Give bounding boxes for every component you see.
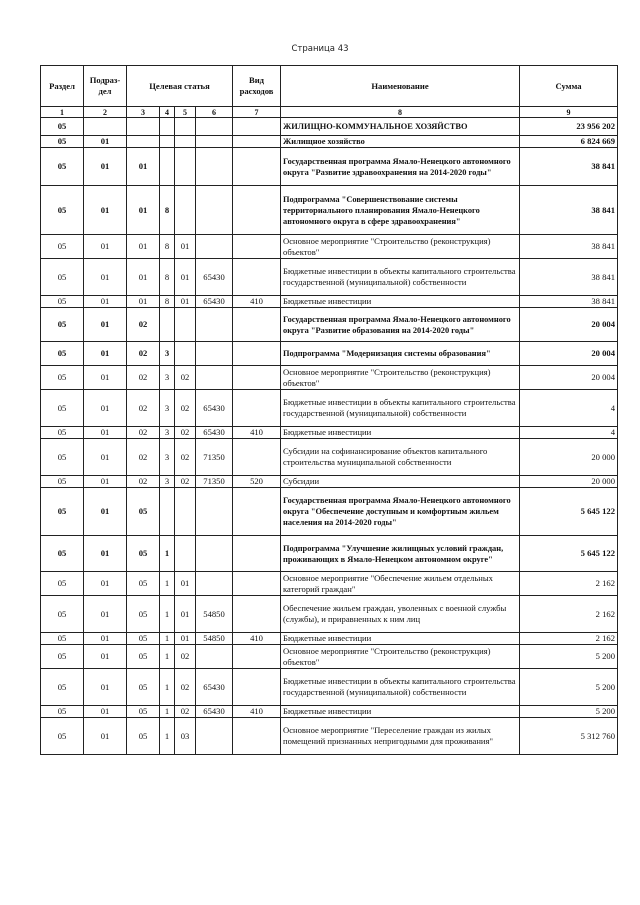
direction-cell (196, 308, 233, 342)
name-cell: Бюджетные инвестиции (281, 296, 520, 308)
program-cell: 02 (127, 439, 160, 476)
table-row (41, 148, 618, 186)
subprogram-cell: 3 (160, 342, 175, 366)
table-row (41, 186, 618, 235)
sum-cell: 38 841 (520, 186, 618, 235)
header-vid: Вид расходов (233, 66, 281, 107)
subprogram-cell: 3 (160, 476, 175, 488)
program-cell: 01 (127, 148, 160, 186)
table-row (41, 308, 618, 342)
event-cell: 02 (175, 366, 196, 390)
expense-type-cell (233, 308, 281, 342)
program-cell (127, 136, 160, 148)
subprogram-cell: 8 (160, 235, 175, 259)
razdel-cell: 05 (41, 235, 84, 259)
col-number: 9 (520, 107, 618, 118)
header-summa: Сумма (520, 66, 618, 107)
sum-cell: 38 841 (520, 259, 618, 296)
sum-cell: 5 200 (520, 645, 618, 669)
sum-cell: 2 162 (520, 572, 618, 596)
razdel-cell: 05 (41, 296, 84, 308)
direction-cell: 71350 (196, 476, 233, 488)
program-cell: 02 (127, 476, 160, 488)
expense-type-cell (233, 596, 281, 633)
program-cell (127, 118, 160, 136)
subprogram-cell: 1 (160, 645, 175, 669)
name-cell: Бюджетные инвестиции (281, 633, 520, 645)
subprogram-cell (160, 136, 175, 148)
direction-cell: 54850 (196, 596, 233, 633)
column-number-row (41, 107, 618, 118)
name-cell: Государственная программа Ямало-Ненецкого автономного округа "Развитие здравоохранения на 2014-2020 годы" (281, 148, 520, 186)
name-cell: Субсидии (281, 476, 520, 488)
event-cell: 01 (175, 572, 196, 596)
program-cell: 05 (127, 488, 160, 536)
subprogram-cell (160, 308, 175, 342)
header-naim: Наименование (281, 66, 520, 107)
program-cell: 02 (127, 427, 160, 439)
expense-type-cell (233, 148, 281, 186)
podrazdel-cell: 01 (84, 476, 127, 488)
sum-cell: 20 004 (520, 366, 618, 390)
podrazdel-cell: 01 (84, 186, 127, 235)
subprogram-cell: 8 (160, 259, 175, 296)
table-row (41, 633, 618, 645)
direction-cell (196, 366, 233, 390)
direction-cell (196, 572, 233, 596)
sum-cell: 38 841 (520, 296, 618, 308)
header-podrazdel: Подраз- дел (84, 66, 127, 107)
razdel-cell: 05 (41, 342, 84, 366)
podrazdel-cell: 01 (84, 718, 127, 755)
subprogram-cell (160, 118, 175, 136)
direction-cell: 54850 (196, 633, 233, 645)
razdel-cell: 05 (41, 536, 84, 572)
name-cell: Основное мероприятие "Обеспечение жильем отдельных категорий граждан" (281, 572, 520, 596)
sum-cell: 5 645 122 (520, 536, 618, 572)
podrazdel-cell: 01 (84, 572, 127, 596)
name-cell: Государственная программа Ямало-Ненецкого автономного округа "Обеспечение доступным и комфортным жильем населения на 2014-2020 годы" (281, 488, 520, 536)
subprogram-cell: 8 (160, 186, 175, 235)
program-cell: 05 (127, 718, 160, 755)
event-cell: 02 (175, 706, 196, 718)
name-cell: Основное мероприятие "Переселение граждан из жилых помещений признанных непригодными для проживания" (281, 718, 520, 755)
name-cell: Подпрограмма "Совершенствование системы территориального планирования Ямало-Ненецкого автономного округа в сфере здравоохранения" (281, 186, 520, 235)
razdel-cell: 05 (41, 645, 84, 669)
sum-cell: 5 312 760 (520, 718, 618, 755)
razdel-cell: 05 (41, 706, 84, 718)
col-number: 5 (175, 107, 196, 118)
sum-cell: 4 (520, 390, 618, 427)
subprogram-cell: 3 (160, 439, 175, 476)
table-row (41, 259, 618, 296)
sum-cell: 20 000 (520, 476, 618, 488)
expense-type-cell: 410 (233, 296, 281, 308)
podrazdel-cell: 01 (84, 366, 127, 390)
expense-type-cell: 410 (233, 633, 281, 645)
event-cell: 01 (175, 259, 196, 296)
budget-table (40, 65, 618, 755)
table-row (41, 118, 618, 136)
name-cell: Основное мероприятие "Строительство (реконструкция) объектов" (281, 235, 520, 259)
direction-cell (196, 118, 233, 136)
name-cell: Бюджетные инвестиции в объекты капитального строительства государственной (муниципальной) собственности (281, 390, 520, 427)
sum-cell: 6 824 669 (520, 136, 618, 148)
header-tselevaya: Целевая статья (127, 66, 233, 107)
table-row (41, 596, 618, 633)
direction-cell (196, 136, 233, 148)
razdel-cell: 05 (41, 718, 84, 755)
razdel-cell: 05 (41, 118, 84, 136)
program-cell: 02 (127, 342, 160, 366)
expense-type-cell (233, 118, 281, 136)
direction-cell (196, 342, 233, 366)
program-cell: 01 (127, 186, 160, 235)
sum-cell: 4 (520, 427, 618, 439)
event-cell: 01 (175, 633, 196, 645)
program-cell: 05 (127, 596, 160, 633)
razdel-cell: 05 (41, 596, 84, 633)
name-cell: Подпрограмма "Улучшение жилищных условий граждан, проживающих в Ямало-Ненецком автономном округе" (281, 536, 520, 572)
subprogram-cell: 1 (160, 706, 175, 718)
table-row (41, 235, 618, 259)
program-cell: 05 (127, 645, 160, 669)
name-cell: Бюджетные инвестиции в объекты капитального строительства государственной (муниципальной) собственности (281, 669, 520, 706)
razdel-cell: 05 (41, 136, 84, 148)
table-row (41, 706, 618, 718)
subprogram-cell: 1 (160, 718, 175, 755)
table-row (41, 536, 618, 572)
event-cell (175, 148, 196, 186)
razdel-cell: 05 (41, 186, 84, 235)
sum-cell: 20 000 (520, 439, 618, 476)
razdel-cell: 05 (41, 427, 84, 439)
subprogram-cell (160, 488, 175, 536)
direction-cell (196, 148, 233, 186)
podrazdel-cell: 01 (84, 427, 127, 439)
program-cell: 05 (127, 669, 160, 706)
podrazdel-cell: 01 (84, 342, 127, 366)
direction-cell: 65430 (196, 706, 233, 718)
podrazdel-cell: 01 (84, 259, 127, 296)
subprogram-cell: 1 (160, 633, 175, 645)
program-cell: 05 (127, 572, 160, 596)
table-row (41, 669, 618, 706)
program-cell: 02 (127, 308, 160, 342)
col-number: 2 (84, 107, 127, 118)
col-number: 6 (196, 107, 233, 118)
event-cell (175, 186, 196, 235)
sum-cell: 5 645 122 (520, 488, 618, 536)
podrazdel-cell: 01 (84, 596, 127, 633)
program-cell: 05 (127, 536, 160, 572)
col-number: 1 (41, 107, 84, 118)
razdel-cell: 05 (41, 633, 84, 645)
podrazdel-cell: 01 (84, 136, 127, 148)
sum-cell: 5 200 (520, 706, 618, 718)
event-cell: 02 (175, 645, 196, 669)
table-row (41, 572, 618, 596)
podrazdel-cell: 01 (84, 296, 127, 308)
program-cell: 05 (127, 633, 160, 645)
event-cell: 02 (175, 427, 196, 439)
event-cell: 01 (175, 235, 196, 259)
name-cell: Подпрограмма "Модернизация системы образования" (281, 342, 520, 366)
name-cell: Бюджетные инвестиции в объекты капитального строительства государственной (муниципальной) собственности (281, 259, 520, 296)
direction-cell: 65430 (196, 390, 233, 427)
sum-cell: 2 162 (520, 596, 618, 633)
expense-type-cell (233, 136, 281, 148)
direction-cell (196, 536, 233, 572)
subprogram-cell: 3 (160, 390, 175, 427)
direction-cell (196, 645, 233, 669)
program-cell: 01 (127, 259, 160, 296)
program-cell: 05 (127, 706, 160, 718)
col-number: 7 (233, 107, 281, 118)
table-row (41, 718, 618, 755)
sum-cell: 23 956 202 (520, 118, 618, 136)
razdel-cell: 05 (41, 488, 84, 536)
podrazdel-cell: 01 (84, 439, 127, 476)
subprogram-cell: 1 (160, 572, 175, 596)
direction-cell: 65430 (196, 259, 233, 296)
expense-type-cell: 410 (233, 427, 281, 439)
event-cell: 02 (175, 669, 196, 706)
subprogram-cell: 1 (160, 596, 175, 633)
event-cell: 03 (175, 718, 196, 755)
expense-type-cell (233, 669, 281, 706)
event-cell (175, 342, 196, 366)
table-row (41, 366, 618, 390)
program-cell: 02 (127, 390, 160, 427)
razdel-cell: 05 (41, 259, 84, 296)
expense-type-cell (233, 342, 281, 366)
podrazdel-cell: 01 (84, 536, 127, 572)
direction-cell: 65430 (196, 669, 233, 706)
direction-cell (196, 186, 233, 235)
podrazdel-cell: 01 (84, 308, 127, 342)
sum-cell: 20 004 (520, 342, 618, 366)
program-cell: 01 (127, 235, 160, 259)
razdel-cell: 05 (41, 366, 84, 390)
subprogram-cell: 1 (160, 536, 175, 572)
razdel-cell: 05 (41, 308, 84, 342)
table-row (41, 427, 618, 439)
event-cell: 01 (175, 596, 196, 633)
event-cell (175, 536, 196, 572)
sum-cell: 2 162 (520, 633, 618, 645)
event-cell: 02 (175, 476, 196, 488)
podrazdel-cell: 01 (84, 706, 127, 718)
podrazdel-cell: 01 (84, 669, 127, 706)
event-cell (175, 308, 196, 342)
direction-cell: 71350 (196, 439, 233, 476)
expense-type-cell: 520 (233, 476, 281, 488)
podrazdel-cell: 01 (84, 633, 127, 645)
podrazdel-cell: 01 (84, 148, 127, 186)
podrazdel-cell: 01 (84, 235, 127, 259)
expense-type-cell: 410 (233, 706, 281, 718)
subprogram-cell: 3 (160, 366, 175, 390)
col-number: 4 (160, 107, 175, 118)
name-cell: Основное мероприятие "Строительство (реконструкция) объектов" (281, 645, 520, 669)
direction-cell (196, 235, 233, 259)
event-cell: 02 (175, 390, 196, 427)
expense-type-cell (233, 645, 281, 669)
razdel-cell: 05 (41, 476, 84, 488)
event-cell (175, 118, 196, 136)
expense-type-cell (233, 572, 281, 596)
event-cell: 02 (175, 439, 196, 476)
subprogram-cell (160, 148, 175, 186)
expense-type-cell (233, 186, 281, 235)
direction-cell (196, 718, 233, 755)
event-cell (175, 136, 196, 148)
subprogram-cell: 3 (160, 427, 175, 439)
direction-cell: 65430 (196, 296, 233, 308)
header-row (41, 66, 618, 107)
subprogram-cell: 8 (160, 296, 175, 308)
table-row (41, 136, 618, 148)
razdel-cell: 05 (41, 669, 84, 706)
name-cell: ЖИЛИЩНО-КОММУНАЛЬНОЕ ХОЗЯЙСТВО (281, 118, 520, 136)
sum-cell: 38 841 (520, 235, 618, 259)
subprogram-cell: 1 (160, 669, 175, 706)
table-row (41, 439, 618, 476)
direction-cell: 65430 (196, 427, 233, 439)
table-row (41, 296, 618, 308)
sum-cell: 38 841 (520, 148, 618, 186)
sum-cell: 5 200 (520, 669, 618, 706)
direction-cell (196, 488, 233, 536)
razdel-cell: 05 (41, 572, 84, 596)
razdel-cell: 05 (41, 439, 84, 476)
name-cell: Основное мероприятие "Строительство (реконструкция) объектов" (281, 366, 520, 390)
page-label: Страница 43 (291, 44, 349, 54)
expense-type-cell (233, 488, 281, 536)
event-cell (175, 488, 196, 536)
header-razdel: Раздел (41, 66, 84, 107)
table-row (41, 645, 618, 669)
col-number: 8 (281, 107, 520, 118)
program-cell: 01 (127, 296, 160, 308)
podrazdel-cell: 01 (84, 390, 127, 427)
name-cell: Субсидии на софинансирование объектов капитального строительства муниципальной собственности (281, 439, 520, 476)
name-cell: Жилищное хозяйство (281, 136, 520, 148)
name-cell: Бюджетные инвестиции (281, 706, 520, 718)
event-cell: 01 (175, 296, 196, 308)
podrazdel-cell: 01 (84, 645, 127, 669)
table-row (41, 476, 618, 488)
col-number: 3 (127, 107, 160, 118)
program-cell: 02 (127, 366, 160, 390)
name-cell: Обеспечение жильем граждан, уволенных с военной службы (службы), и приравненных к ним лиц (281, 596, 520, 633)
expense-type-cell (233, 439, 281, 476)
name-cell: Бюджетные инвестиции (281, 427, 520, 439)
expense-type-cell (233, 259, 281, 296)
expense-type-cell (233, 390, 281, 427)
name-cell: Государственная программа Ямало-Ненецкого автономного округа "Развитие образования на 2014-2020 годы" (281, 308, 520, 342)
expense-type-cell (233, 718, 281, 755)
podrazdel-cell (84, 118, 127, 136)
sum-cell: 20 004 (520, 308, 618, 342)
table-row (41, 488, 618, 536)
budget-table-body (41, 118, 618, 755)
expense-type-cell (233, 366, 281, 390)
razdel-cell: 05 (41, 148, 84, 186)
expense-type-cell (233, 235, 281, 259)
table-row (41, 390, 618, 427)
expense-type-cell (233, 536, 281, 572)
razdel-cell: 05 (41, 390, 84, 427)
podrazdel-cell: 01 (84, 488, 127, 536)
table-row (41, 342, 618, 366)
